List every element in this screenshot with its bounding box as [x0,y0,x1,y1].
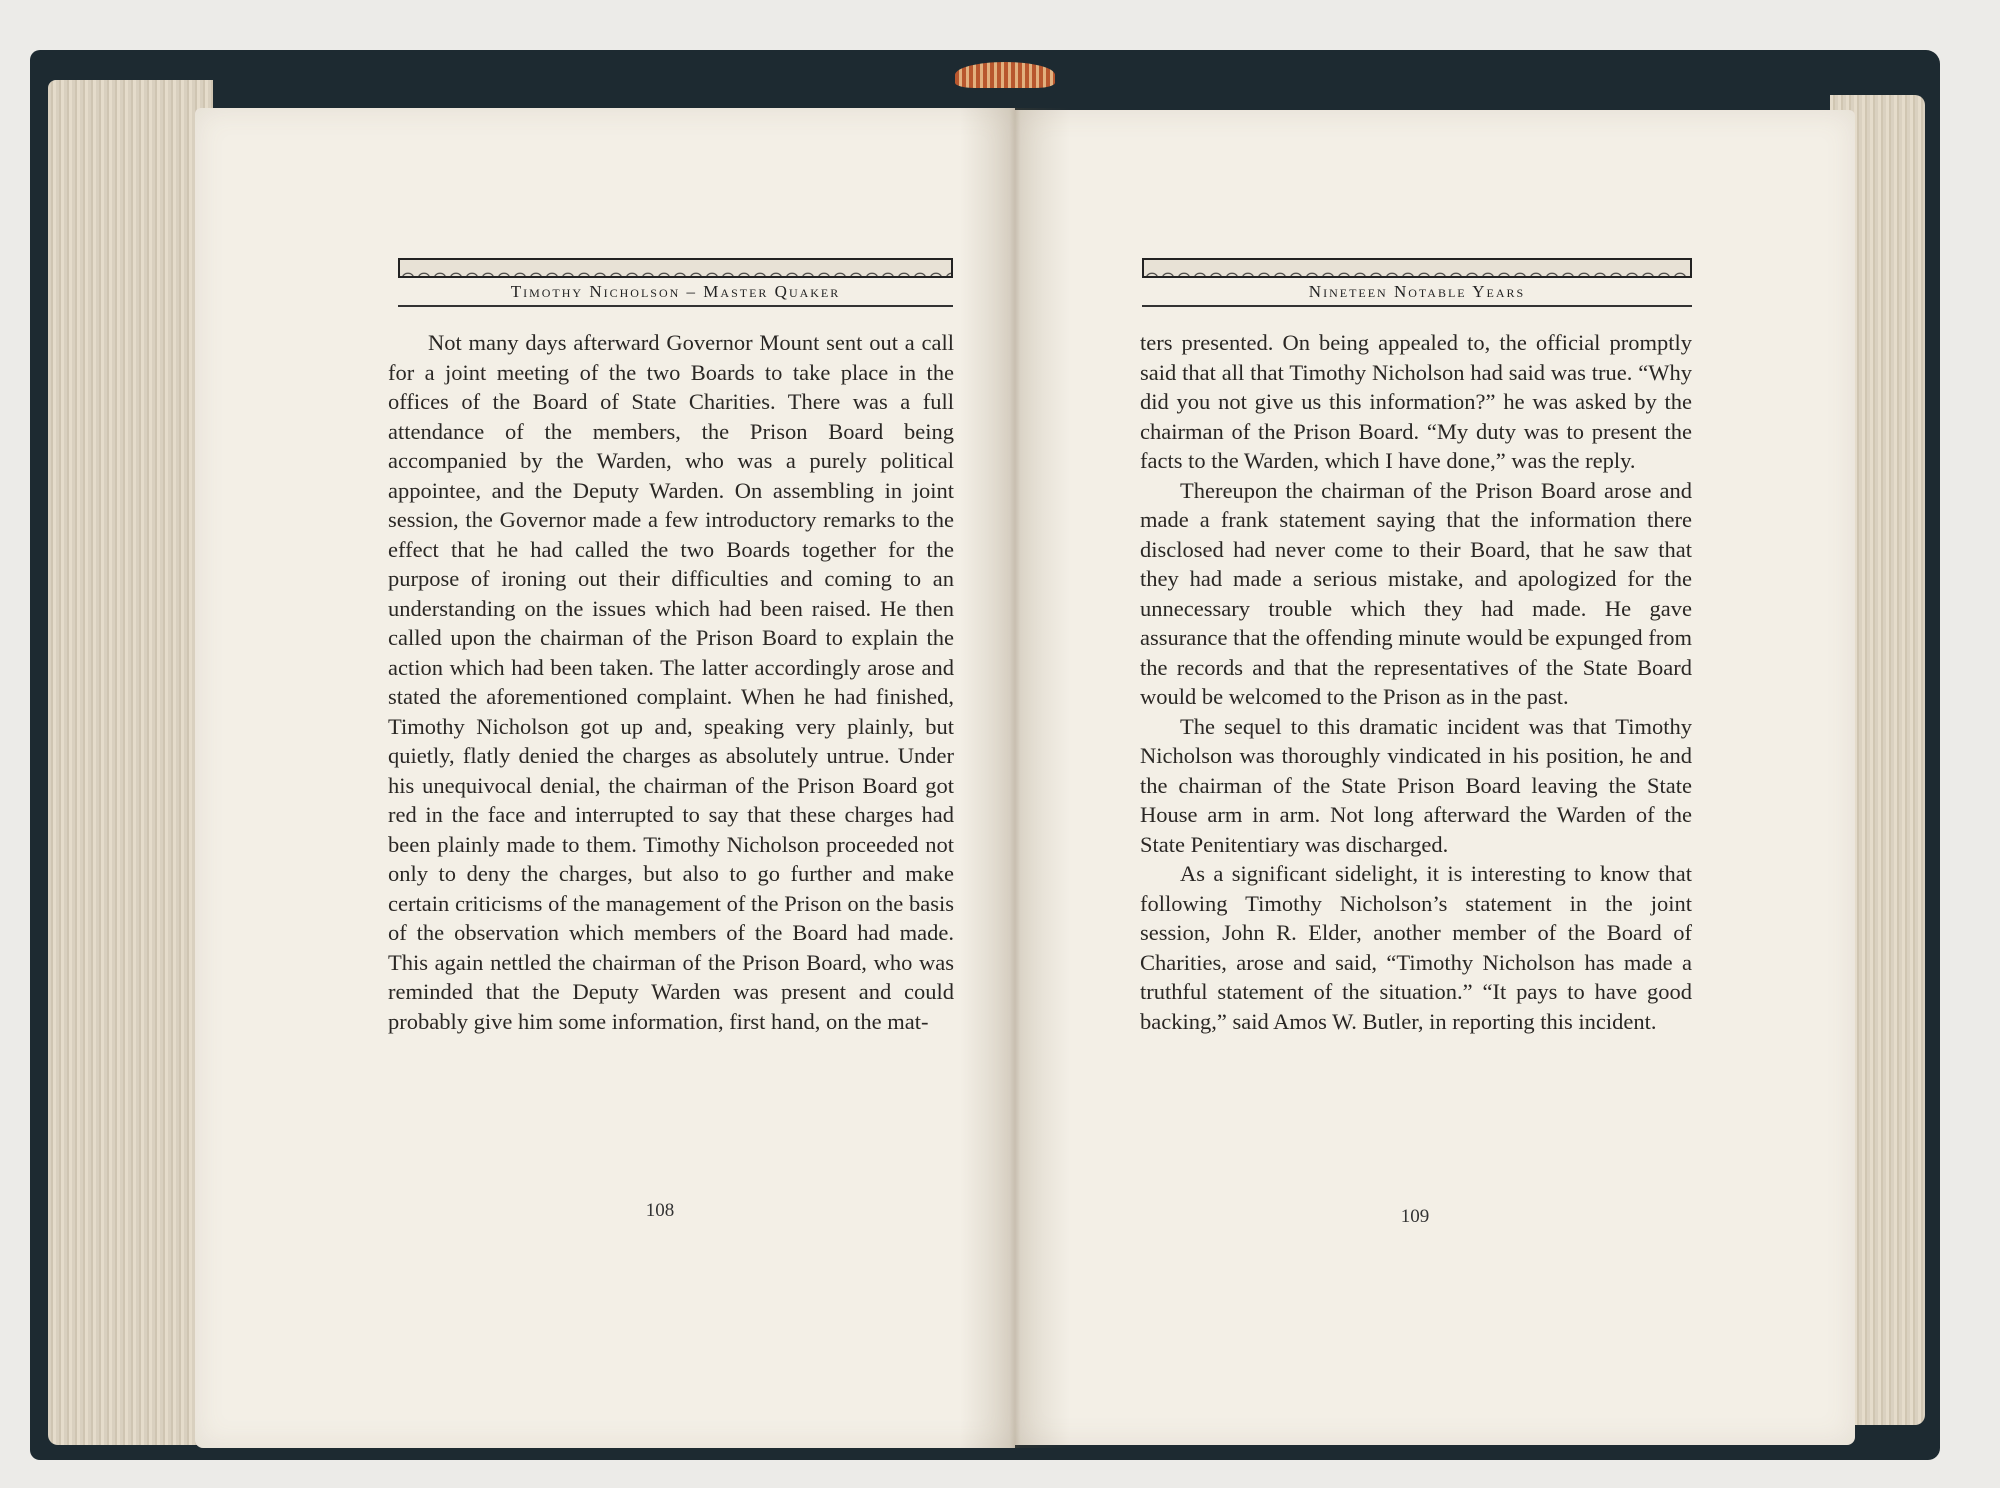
right-paragraph-1: ters presented. On being appealed to, the official promptly said that all that Timothy Nicholson had said was true. “Why did you not give us this information?” he was asked by the chairman of the Prison Board. “My duty was to present the facts to the Warden, which I have done,” was the reply. [1140,330,1692,473]
right-paragraph-2: Thereupon the chairman of the Prison Board arose and made a frank statement saying that the information there disclosed had never come to their Board, that he saw that they had made a serious mistake, and apologized for the unnecessary trouble which they had made. He gave assurance that the offending minute would be expunged from the records and that the representatives of the State Board would be welcomed to the Prison as in the past. [1140,477,1692,709]
headband [955,62,1055,88]
left-page-number: 108 [645,1200,675,1221]
right-running-head [1142,258,1692,307]
left-text-block [388,328,954,1036]
right-paragraph-4: As a significant sidelight, it is interesting to know that following Timothy Nicholson’s statement in the joint session, John R. Elder, another member of the Board of Charities, arose and said, “Timothy Nicholson has made a truthful statement of the situation.” “It pays to have good backing,” said Amos W. Butler, in reporting this incident. [1140,861,1692,1034]
right-running-head-title: Nineteen Notable Years [1142,278,1692,307]
page-edges-left [48,80,213,1445]
right-page-number: 109 [1400,1206,1430,1227]
left-running-head [398,258,953,307]
right-text-block [1140,328,1692,1036]
left-running-head-title: Timothy Nicholson – Master Quaker [398,278,953,307]
ornament-border-icon [398,258,953,278]
left-paragraph-1: Not many days afterward Governor Mount sent out a call for a joint meeting of the two Boards to take place in the offices of the Board of State Charities. There was a full attendance of the members, the Prison Board being accompanied by the Warden, who was a purely political appointee, and the Deputy Warden. On assembling in joint session, the Governor made a few introductory remarks to the effect that he had called the two Boards together for the purpose of ironing out their difficulties and coming to an understanding on the issues which had been raised. He then called upon the chairman of the Prison Board to explain the action which had been taken. The latter accordingly arose and stated the aforementioned complaint. When he had finished, Timothy Nicholson got up and, speaking very plainly, but quietly, flatly denied the charges as absolutely untrue. Under his unequivocal denial, the chairman of the Prison Board got red in the face and interrupted to say that these charges had been plainly made to them. Timothy Nicholson proceeded not only to deny the charges, but also to go further and make certain criticisms of the management of the Prison on the basis of the observation which members of the Board had made. This again nettled the chairman of the Prison Board, who was reminded that the Deputy Warden was present and could probably give him some information, first hand, on the mat- [388,330,954,1034]
ornament-border-icon [1142,258,1692,278]
book-gutter [960,108,1070,1448]
right-paragraph-3: The sequel to this dramatic incident was that Timothy Nicholson was thoroughly vindicated in his position, he and the chairman of the State Prison Board leaving the State House arm in arm. Not long afterward the Warden of the State Penitentiary was discharged. [1140,713,1692,857]
